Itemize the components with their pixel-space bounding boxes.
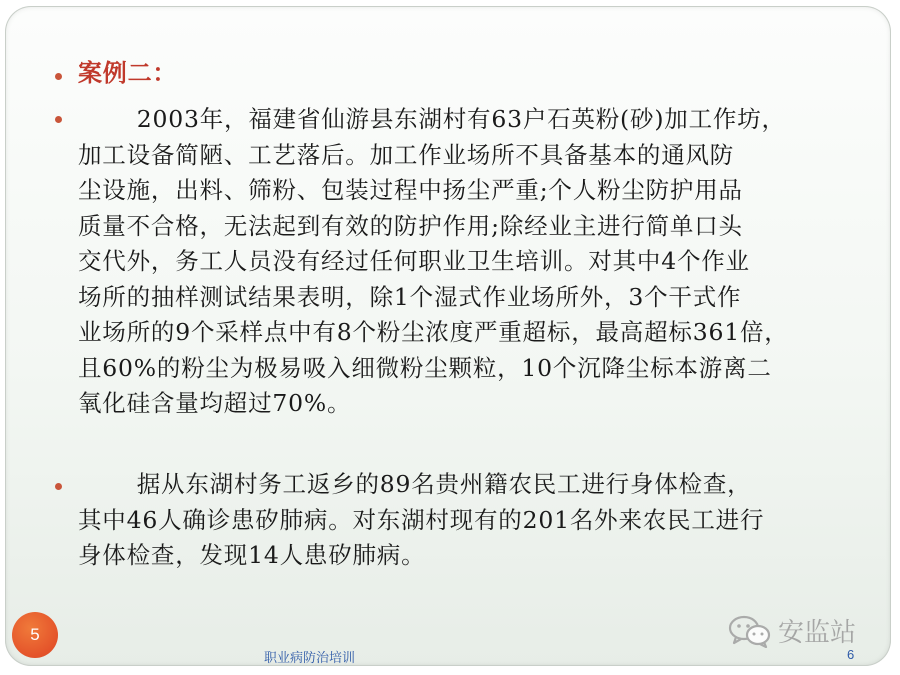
paragraph-2 — [78, 467, 848, 574]
bullet-dot — [55, 483, 62, 490]
paragraph-line: 质量不合格，无法起到有效的防护作用;除经业主进行简单口头 — [78, 211, 743, 240]
paragraph-line: 其中46人确诊患矽肺病。对东湖村现有的201名外来农民工进行 — [78, 505, 765, 534]
slide-number-badge — [12, 612, 58, 658]
watermark-text: 安监站 — [778, 618, 857, 648]
paragraph-line: 据从东湖村务工返乡的89名贵州籍农民工进行身体检查， — [136, 470, 752, 498]
paragraph-line: 加工设备简陋、工艺落后。加工作业场所不具备基本的通风防 — [78, 140, 735, 169]
paragraph-line: 身体检查，发现14人患矽肺病。 — [78, 541, 426, 569]
paragraph-line: 2003年，福建省仙游县东湖村有63户石英粉(砂)加工作坊， — [136, 105, 786, 133]
paragraph-line: 且60%的粉尘为极易吸入细微粉尘颗粒，10个沉降尘标本游离二 — [78, 353, 772, 382]
paragraph-line: 氧化硅含量均超过70%。 — [78, 389, 352, 417]
bullet-dot — [55, 116, 62, 123]
wechat-icon — [728, 614, 772, 648]
paragraph-line: 交代外，务工人员没有经过任何职业卫生培训。对其中4个作业 — [78, 247, 750, 275]
slide-number: 5 — [30, 625, 40, 644]
page-number: 6 — [847, 647, 855, 662]
paragraph-line: 尘设施，出料、筛粉、包装过程中扬尘严重;个人粉尘防护用品 — [78, 176, 743, 204]
watermark — [728, 612, 856, 649]
paragraph-1 — [78, 102, 848, 422]
paragraph-line: 业场所的9个采样点中有8个粉尘浓度严重超标，最高超标361倍， — [78, 318, 789, 346]
bullet-dot — [55, 73, 62, 80]
footer-title: 职业病防治培训 — [264, 650, 356, 665]
case-title: 案例二： — [78, 58, 178, 87]
paragraph-line: 场所的抽样测试结果表明，除1个湿式作业场所外，3个干式作 — [78, 282, 742, 311]
